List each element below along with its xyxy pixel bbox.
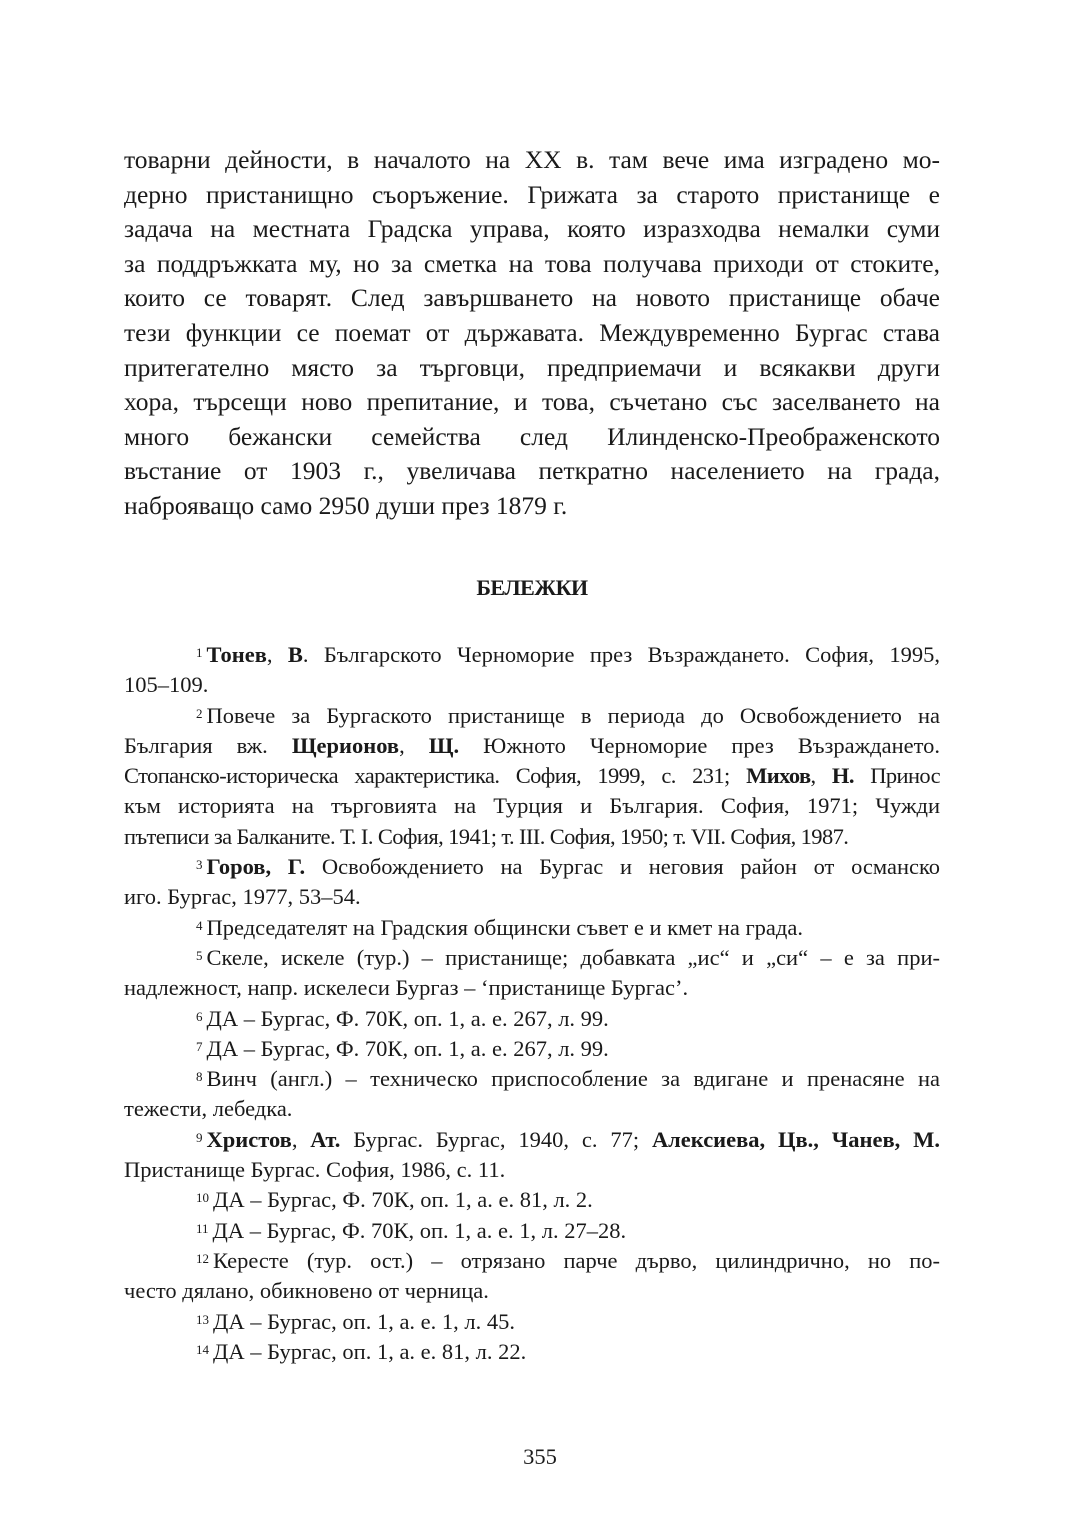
footnote-text: Скеле, искеле (тур.) – пристанище; добавката „ис“ и „си“ – е за при- [206, 944, 940, 970]
footnote-text: надлежност, напр. искелеси Бургаз – ‘пристанище Бургас’. [124, 975, 689, 1001]
footnote-author: Тонев [206, 642, 267, 667]
footnote-author: Щерионов [291, 732, 400, 758]
footnote-6 [124, 1004, 940, 1034]
footnote-text: Освобождението на Бургас и неговия район от османско [321, 854, 941, 880]
footnote-author: Христов [206, 1126, 292, 1152]
footnote-1: $^1$ Тонев, В. Българското Черноморие през Възраждането. София, 1995, 105–109. [124, 640, 940, 701]
footnote-14 [124, 1337, 940, 1367]
page-content [124, 143, 941, 1364]
footnote-number: 7 [196, 1038, 203, 1054]
footnote-text: към историята на търговията на Турция и България. София, 1971; Чужди [124, 793, 940, 819]
body-line: дерно пристанищно съоръжение. Грижата за старото пристанище е [124, 179, 940, 209]
body-line: хора, търсещи ново препитание, и това, съчетано със заселването на [124, 387, 940, 417]
footnote-author-initial: В [287, 642, 303, 667]
footnote-text: често дялано, обикновено от черница. [124, 1278, 489, 1304]
body-line: притегателно място за търговци, предприемачи и всякакви други [124, 352, 940, 382]
body-line: тези функции се поемат от държавата. Междувременно Бургас става [124, 317, 940, 347]
footnote-author: Алексиева, Цв., Чанев, М. [651, 1126, 940, 1152]
footnote-text: Винч (англ.) – техническо приспособление за вдигане и пренасяне на [206, 1066, 940, 1092]
footnote-13 [124, 1307, 940, 1337]
footnote-number: 3 [196, 857, 203, 873]
footnote-author: Михов [746, 763, 811, 789]
footnote-text: тежести, лебедка. [124, 1096, 293, 1122]
footnote-number: 4 [196, 917, 203, 933]
footnote-text: България вж. [124, 732, 268, 758]
footnote-text: ДА – Бургас, оп. 1, а. е. 1, л. 45. [213, 1308, 516, 1334]
footnote-text: ДА – Бургас, Ф. 70К, оп. 1, а. е. 267, л. 99. [206, 1035, 609, 1061]
footnote-text: ДА – Бургас, Ф. 70К, оп. 1, а. е. 267, л. 99. [206, 1005, 609, 1031]
footnote-author-initial: Н. [831, 763, 854, 789]
footnote-number: 9 [196, 1129, 203, 1145]
page-number: 355 [523, 1444, 557, 1469]
footnote-text: Кересте (тур. ост.) – отрязано парче дърво, цилиндрично, но по- [213, 1247, 940, 1273]
footnote-9: $^9$ Христов, Ат. Бургас. Бургас, 1940, с. 77; Алексиева, Цв., Чанев, М. Пристанище Бургас. София, 1986, с. 11. [124, 1125, 940, 1186]
footnote-text: пътеписи за Балканите. Т. I. София, 1941; т. III. София, 1950; т. VII. София, 1987. [124, 823, 849, 849]
footnote-author: Горов, Г. [206, 854, 306, 880]
footnote-text: Повече за Бургаското пристанище в периода до Освобождението на [206, 702, 940, 728]
footnote-4 [124, 913, 940, 943]
footnote-number: 13 [196, 1311, 209, 1327]
footnote-number: 14 [196, 1341, 209, 1357]
footnote-number: 5 [196, 947, 203, 963]
footnote-number: 8 [196, 1069, 203, 1085]
body-line: за поддръжката му, но за сметка на това получава приходи от стоките, [124, 248, 940, 278]
body-line: много бежански семейства след Илинденско-Преображенското [124, 421, 940, 451]
body-line: наброяващо само 2950 души през 1879 г. [124, 490, 568, 520]
footnote-text: Председателят на Градския общински съвет е и кмет на града. [206, 914, 803, 940]
footnote-text: 105–109. [124, 672, 209, 698]
footnote-text: ДА – Бургас, Ф. 70К, оп. 1, а. е. 81, л. 2. [213, 1187, 593, 1213]
footnote-7 [124, 1034, 940, 1064]
body-line: товарни дейности, в началото на XX в. там вече има изградено мо- [124, 145, 940, 174]
footnote-author-initial: Щ. [428, 732, 460, 758]
body-line: задача на местната Градска управа, която изразходва немалки суми [124, 214, 940, 244]
footnote-text: Бургас. Бургас, 1940, с. 77; [353, 1126, 640, 1152]
footnote-5 [124, 943, 940, 1004]
footnote-number: 10 [196, 1190, 209, 1206]
footnote-text: иго. Бургас, 1977, 53–54. [124, 884, 361, 910]
notes-heading: БЕЛЕЖКИ [476, 575, 588, 600]
footnote-text: Стопанско-историческа характеристика. София, 1999, с. 231; [124, 763, 730, 789]
footnote-number: 12 [196, 1250, 209, 1266]
body-line: които се товарят. След завършването на новото пристанище обаче [124, 283, 940, 313]
footnote-text: ДА – Бургас, оп. 1, а. е. 81, л. 22. [213, 1338, 527, 1364]
body-paragraph [124, 143, 940, 524]
footnote-3 [124, 852, 940, 913]
footnote-8 [124, 1064, 940, 1125]
footnote-text: . Българското Черноморие през Възраждането. София, 1995, [302, 642, 940, 667]
footnote-10 [124, 1185, 940, 1215]
footnote-text: Южното Черноморие през Възраждането. [483, 732, 941, 758]
footnote-text: Пристанище Бургас. София, 1986, с. 11. [124, 1157, 506, 1183]
footnote-number: 1 [196, 645, 203, 660]
notes-list [124, 640, 940, 1367]
footnote-text: ДА – Бургас, Ф. 70К, оп. 1, а. е. 1, л. 27–28. [212, 1217, 627, 1243]
footnote-author-initial: Ат. [310, 1126, 341, 1152]
footnote-number: 11 [196, 1220, 209, 1236]
footnote-2: $^2$ Повече за Бургаското пристанище в периода до Освобождението на България вж. Щерионов, Щ. Южното Черноморие през Възраждането. Стопанско-историческа характеристика. София, 1999, с. 231; Михов, Н. Принос към историята на търговията на Турция и България. София, 1971; Чужди пътеписи за Балканите. Т. I. София, 1941; т. III. София, 1950; т. VII. София, 1987. [124, 701, 940, 852]
body-line: въстание от 1903 г., увеличава петкратно населението на града, [124, 456, 940, 486]
footnote-text: Принос [870, 763, 941, 789]
footnote-number: 2 [196, 705, 203, 721]
footnote-number: 6 [196, 1008, 203, 1024]
footnote-11 [124, 1216, 940, 1246]
footnote-12 [124, 1246, 940, 1307]
